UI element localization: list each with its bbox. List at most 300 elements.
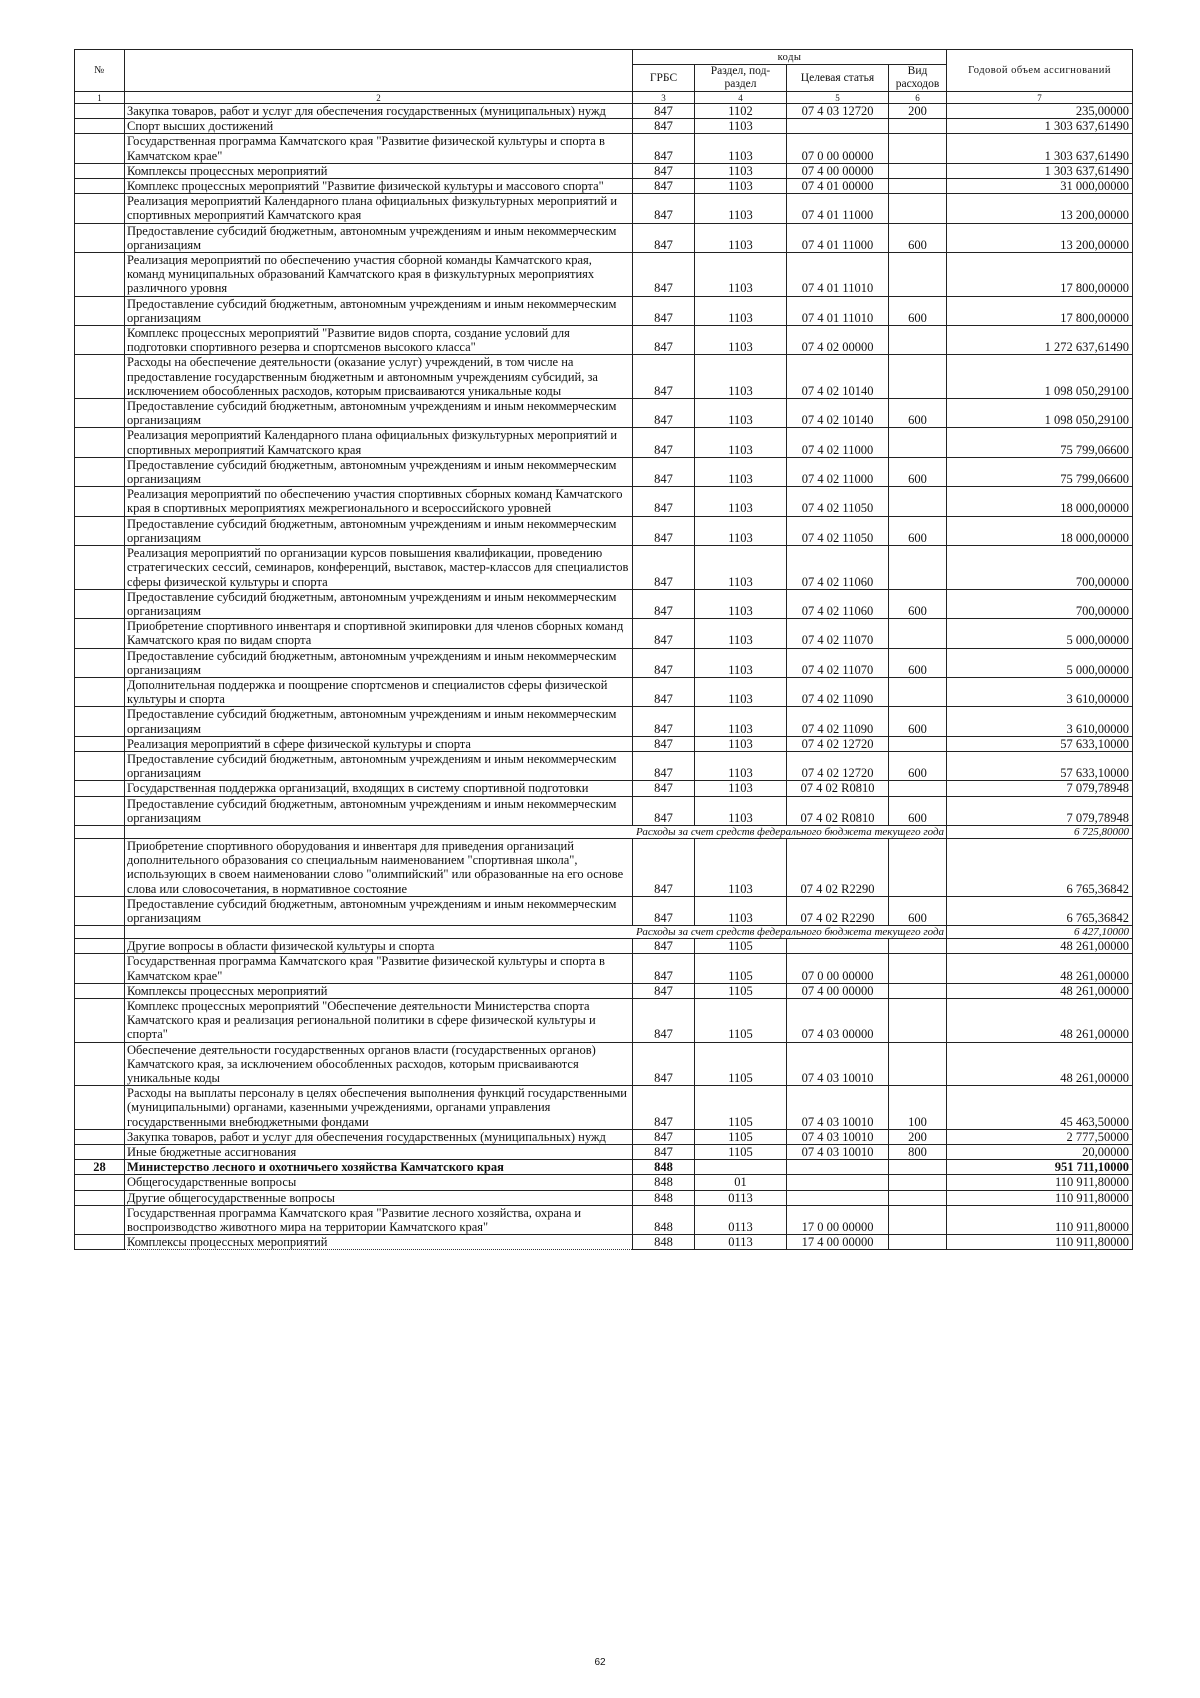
cell-number bbox=[75, 896, 125, 925]
cell-number bbox=[75, 1086, 125, 1130]
cell-number bbox=[75, 179, 125, 194]
cell-target-article: 07 0 00 00000 bbox=[787, 134, 889, 163]
cell-expense-type bbox=[889, 939, 947, 954]
cell-target-article: 17 4 00 00000 bbox=[787, 1235, 889, 1250]
cell-grbs: 847 bbox=[633, 253, 695, 297]
cell-amount: 1 303 637,61490 bbox=[947, 163, 1133, 178]
cell-grbs: 847 bbox=[633, 194, 695, 223]
cell-expense-type bbox=[889, 1190, 947, 1205]
cell-amount: 5 000,00000 bbox=[947, 648, 1133, 677]
cell-name: Комплекс процессных мероприятий "Обеспечение деятельности Министерства спорта Камчатского края и реализация региональной политики в сфере физической культуры и спорта" bbox=[125, 998, 633, 1042]
cell-grbs: 847 bbox=[633, 296, 695, 325]
cell-name: Предоставление субсидий бюджетным, автономным учреждениям и иным некоммерческим организациям bbox=[125, 516, 633, 545]
cell-grbs: 847 bbox=[633, 939, 695, 954]
cell-amount: 110 911,80000 bbox=[947, 1175, 1133, 1190]
cell-section: 1103 bbox=[695, 751, 787, 780]
cell-expense-type bbox=[889, 163, 947, 178]
cell-name: Государственная поддержка организаций, входящих в систему спортивной подготовки bbox=[125, 781, 633, 796]
cell-section: 1102 bbox=[695, 104, 787, 119]
cell-amount: 1 098 050,29100 bbox=[947, 355, 1133, 399]
cell-amount: 110 911,80000 bbox=[947, 1235, 1133, 1250]
cell-section: 1103 bbox=[695, 736, 787, 751]
cell-name: Комплексы процессных мероприятий bbox=[125, 983, 633, 998]
header-amount: Годовой объем ассигнований bbox=[947, 50, 1133, 92]
cell-target-article: 07 4 02 11090 bbox=[787, 677, 889, 706]
cell-expense-type bbox=[889, 1175, 947, 1190]
cell-amount: 48 261,00000 bbox=[947, 983, 1133, 998]
table-row bbox=[75, 838, 1133, 896]
cell-amount: 48 261,00000 bbox=[947, 1042, 1133, 1086]
table-row bbox=[75, 954, 1133, 983]
cell-amount: 48 261,00000 bbox=[947, 998, 1133, 1042]
cell-number bbox=[75, 546, 125, 590]
cell-grbs: 847 bbox=[633, 355, 695, 399]
cell-section: 01 bbox=[695, 1175, 787, 1190]
cell-section: 1103 bbox=[695, 707, 787, 736]
cell-target-article: 07 4 02 10140 bbox=[787, 399, 889, 428]
table-row bbox=[75, 1205, 1133, 1234]
cell-grbs: 847 bbox=[633, 736, 695, 751]
cell-grbs: 847 bbox=[633, 751, 695, 780]
cell-number bbox=[75, 457, 125, 486]
cell-target-article: 07 4 03 12720 bbox=[787, 104, 889, 119]
cell-amount: 6 765,36842 bbox=[947, 896, 1133, 925]
cell-amount: 45 463,50000 bbox=[947, 1086, 1133, 1130]
cell-number bbox=[75, 751, 125, 780]
cell-section: 1103 bbox=[695, 179, 787, 194]
cell-section: 1105 bbox=[695, 998, 787, 1042]
cell-target-article bbox=[787, 1160, 889, 1175]
cell-number bbox=[75, 487, 125, 516]
cell-target-article: 07 4 01 11000 bbox=[787, 194, 889, 223]
cell-name: Реализация мероприятий по обеспечению участия спортивных сборных команд Камчатского края в спортивных мероприятиях межрегионального и всероссийского уровней bbox=[125, 487, 633, 516]
cell-name: Приобретение спортивного оборудования и инвентаря для приведения организаций дополнительного образования со специальным наименованием "спортивная школа", использующих в своем наименовании слово "олимпийский" или образованные на его основе слова или словосочетания, в нормативное состояние bbox=[125, 838, 633, 896]
table-body bbox=[75, 104, 1133, 1250]
cell-target-article: 07 4 02 00000 bbox=[787, 326, 889, 355]
cell-grbs: 847 bbox=[633, 163, 695, 178]
table-row bbox=[75, 1145, 1133, 1160]
cell-expense-type bbox=[889, 983, 947, 998]
cell-number bbox=[75, 119, 125, 134]
cell-target-article bbox=[787, 939, 889, 954]
cell-number bbox=[75, 516, 125, 545]
cell-amount: 2 777,50000 bbox=[947, 1129, 1133, 1144]
cell-expense-type bbox=[889, 1042, 947, 1086]
cell-grbs: 848 bbox=[633, 1175, 695, 1190]
cell-expense-type bbox=[889, 1235, 947, 1250]
cell-name: Обеспечение деятельности государственных органов власти (государственных органов) Камчатского края, за исключением обособленных расходов, которым присваиваются уникальные коды bbox=[125, 1042, 633, 1086]
note-row bbox=[75, 926, 1133, 939]
cell-target-article: 17 0 00 00000 bbox=[787, 1205, 889, 1234]
cell-target-article bbox=[787, 119, 889, 134]
cell-target-article: 07 4 02 11050 bbox=[787, 487, 889, 516]
cell-section: 1103 bbox=[695, 838, 787, 896]
cell-target-article: 07 4 02 11050 bbox=[787, 516, 889, 545]
cell-target-article: 07 4 02 R0810 bbox=[787, 781, 889, 796]
cell-grbs: 847 bbox=[633, 1042, 695, 1086]
cell-amount: 110 911,80000 bbox=[947, 1190, 1133, 1205]
cell-number bbox=[75, 1205, 125, 1234]
cell-expense-type bbox=[889, 487, 947, 516]
cell-number bbox=[75, 796, 125, 825]
cell-target-article: 07 4 03 00000 bbox=[787, 998, 889, 1042]
cell-target-article: 07 4 02 11070 bbox=[787, 619, 889, 648]
cell-name: Реализация мероприятий в сфере физической культуры и спорта bbox=[125, 736, 633, 751]
cell-number bbox=[75, 355, 125, 399]
table-row bbox=[75, 736, 1133, 751]
cell-grbs: 847 bbox=[633, 428, 695, 457]
table-row bbox=[75, 296, 1133, 325]
cell-number bbox=[75, 825, 125, 838]
cell-section: 1105 bbox=[695, 1145, 787, 1160]
cell-target-article: 07 4 00 00000 bbox=[787, 983, 889, 998]
cell-number bbox=[75, 983, 125, 998]
cell-name: Предоставление субсидий бюджетным, автономным учреждениям и иным некоммерческим организациям bbox=[125, 648, 633, 677]
table-row bbox=[75, 1129, 1133, 1144]
cell-expense-type bbox=[889, 736, 947, 751]
cell-amount: 18 000,00000 bbox=[947, 487, 1133, 516]
cell-section: 1103 bbox=[695, 399, 787, 428]
cell-expense-type bbox=[889, 179, 947, 194]
cell-section: 1105 bbox=[695, 983, 787, 998]
cell-amount: 18 000,00000 bbox=[947, 516, 1133, 545]
cell-number bbox=[75, 1175, 125, 1190]
cell-amount: 235,00000 bbox=[947, 104, 1133, 119]
ministry-row bbox=[75, 1160, 1133, 1175]
cell-number bbox=[75, 781, 125, 796]
table-row bbox=[75, 516, 1133, 545]
cell-expense-type bbox=[889, 119, 947, 134]
table-row bbox=[75, 194, 1133, 223]
cell-grbs: 847 bbox=[633, 983, 695, 998]
cell-expense-type: 600 bbox=[889, 751, 947, 780]
cell-amount: 951 711,10000 bbox=[947, 1160, 1133, 1175]
cell-target-article: 07 4 02 R2290 bbox=[787, 838, 889, 896]
cell-amount: 6 765,36842 bbox=[947, 838, 1133, 896]
cell-name: Закупка товаров, работ и услуг для обеспечения государственных (муниципальных) нужд bbox=[125, 104, 633, 119]
cell-number bbox=[75, 1129, 125, 1144]
cell-grbs: 847 bbox=[633, 954, 695, 983]
cell-amount: 48 261,00000 bbox=[947, 954, 1133, 983]
cell-name: Предоставление субсидий бюджетным, автономным учреждениям и иным некоммерческим организациям bbox=[125, 707, 633, 736]
cell-name: Государственная программа Камчатского края "Развитие физической культуры и спорта в Камчатском крае" bbox=[125, 954, 633, 983]
cell-number bbox=[75, 1042, 125, 1086]
cell-expense-type: 600 bbox=[889, 896, 947, 925]
cell-amount: 57 633,10000 bbox=[947, 751, 1133, 780]
cell-name: Предоставление субсидий бюджетным, автономным учреждениям и иным некоммерческим организациям bbox=[125, 457, 633, 486]
cell-grbs: 847 bbox=[633, 896, 695, 925]
cell-expense-type bbox=[889, 619, 947, 648]
cell-name: Иные бюджетные ассигнования bbox=[125, 1145, 633, 1160]
cell-name: Реализация мероприятий по организации курсов повышения квалификации, проведению стратегических сессий, семинаров, конференций, выставок, мастер-классов для специалистов сферы физической культуры и спорта bbox=[125, 546, 633, 590]
cell-name: Комплекс процессных мероприятий "Развитие физической культуры и массового спорта" bbox=[125, 179, 633, 194]
cell-number bbox=[75, 619, 125, 648]
cell-number bbox=[75, 1190, 125, 1205]
cell-expense-type bbox=[889, 954, 947, 983]
table-row bbox=[75, 589, 1133, 618]
column-number: 3 bbox=[633, 92, 695, 104]
cell-name: Дополнительная поддержка и поощрение спортсменов и специалистов сферы физической культуры и спорта bbox=[125, 677, 633, 706]
cell-target-article: 07 4 00 00000 bbox=[787, 163, 889, 178]
cell-section: 1105 bbox=[695, 1129, 787, 1144]
cell-name: Реализация мероприятий Календарного плана официальных физкультурных мероприятий и спортивных мероприятий Камчатского края bbox=[125, 194, 633, 223]
column-number: 7 bbox=[947, 92, 1133, 104]
table-row bbox=[75, 1175, 1133, 1190]
cell-grbs: 847 bbox=[633, 838, 695, 896]
cell-name: Расходы на обеспечение деятельности (оказание услуг) учреждений, в том числе на предоставление государственным бюджетным и автономным учреждениям субсидий, за исключением обособленных расходов, которым присваиваются уникальные коды bbox=[125, 355, 633, 399]
cell-grbs: 847 bbox=[633, 326, 695, 355]
cell-section: 1105 bbox=[695, 1086, 787, 1130]
cell-grbs: 847 bbox=[633, 1145, 695, 1160]
cell-number bbox=[75, 134, 125, 163]
table-row bbox=[75, 163, 1133, 178]
cell-section: 1103 bbox=[695, 253, 787, 297]
cell-target-article: 07 4 03 10010 bbox=[787, 1086, 889, 1130]
cell-section: 1103 bbox=[695, 134, 787, 163]
table-row bbox=[75, 1235, 1133, 1250]
cell-expense-type bbox=[889, 253, 947, 297]
cell-grbs: 847 bbox=[633, 223, 695, 252]
cell-grbs: 847 bbox=[633, 516, 695, 545]
cell-amount: 5 000,00000 bbox=[947, 619, 1133, 648]
cell-number bbox=[75, 939, 125, 954]
cell-name: Закупка товаров, работ и услуг для обеспечения государственных (муниципальных) нужд bbox=[125, 1129, 633, 1144]
cell-number bbox=[75, 253, 125, 297]
cell-section: 1103 bbox=[695, 223, 787, 252]
cell-number bbox=[75, 194, 125, 223]
cell-target-article bbox=[787, 1190, 889, 1205]
cell-amount: 700,00000 bbox=[947, 589, 1133, 618]
cell-grbs: 847 bbox=[633, 677, 695, 706]
cell-expense-type bbox=[889, 355, 947, 399]
cell-section: 1103 bbox=[695, 589, 787, 618]
cell-amount: 13 200,00000 bbox=[947, 194, 1133, 223]
cell-expense-type: 600 bbox=[889, 648, 947, 677]
cell-section: 1103 bbox=[695, 163, 787, 178]
cell-name: Государственная программа Камчатского края "Развитие лесного хозяйства, охрана и воспроизводство животного мира на территории Камчатского края" bbox=[125, 1205, 633, 1234]
table-row bbox=[75, 457, 1133, 486]
cell-section: 1103 bbox=[695, 781, 787, 796]
table-row bbox=[75, 428, 1133, 457]
table-row bbox=[75, 896, 1133, 925]
table-row bbox=[75, 1086, 1133, 1130]
cell-target-article: 07 4 02 11060 bbox=[787, 589, 889, 618]
cell-target-article: 07 4 02 R2290 bbox=[787, 896, 889, 925]
cell-target-article: 07 4 01 11010 bbox=[787, 253, 889, 297]
cell-grbs: 847 bbox=[633, 998, 695, 1042]
budget-table-sheet bbox=[74, 49, 1132, 1250]
header-name bbox=[125, 50, 633, 92]
cell-section: 1103 bbox=[695, 457, 787, 486]
cell-target-article: 07 4 01 11000 bbox=[787, 223, 889, 252]
cell-amount: 6 427,10000 bbox=[947, 926, 1133, 939]
cell-name: Расходы на выплаты персоналу в целях обеспечения выполнения функций государственными (муниципальными) органами, казенными учреждениями, органами управления государственными внебюджетными фондами bbox=[125, 1086, 633, 1130]
cell-section: 1103 bbox=[695, 326, 787, 355]
cell-number bbox=[75, 1235, 125, 1250]
cell-grbs: 848 bbox=[633, 1205, 695, 1234]
cell-expense-type bbox=[889, 1205, 947, 1234]
cell-name: Предоставление субсидий бюджетным, автономным учреждениям и иным некоммерческим организациям bbox=[125, 589, 633, 618]
cell-section: 1103 bbox=[695, 648, 787, 677]
column-number: 2 bbox=[125, 92, 633, 104]
cell-number bbox=[75, 648, 125, 677]
table-row bbox=[75, 253, 1133, 297]
cell-grbs: 847 bbox=[633, 104, 695, 119]
table-row bbox=[75, 179, 1133, 194]
cell-expense-type bbox=[889, 546, 947, 590]
cell-expense-type bbox=[889, 677, 947, 706]
cell-section: 1103 bbox=[695, 428, 787, 457]
cell-number bbox=[75, 998, 125, 1042]
cell-expense-type: 600 bbox=[889, 707, 947, 736]
table-row bbox=[75, 223, 1133, 252]
header-target-article: Целевая статья bbox=[787, 65, 889, 92]
cell-section: 1103 bbox=[695, 487, 787, 516]
table-row bbox=[75, 546, 1133, 590]
cell-amount: 1 272 637,61490 bbox=[947, 326, 1133, 355]
cell-expense-type: 800 bbox=[889, 1145, 947, 1160]
cell-name: Другие общегосударственные вопросы bbox=[125, 1190, 633, 1205]
cell-name: Предоставление субсидий бюджетным, автономным учреждениям и иным некоммерческим организациям bbox=[125, 896, 633, 925]
cell-number bbox=[75, 104, 125, 119]
cell-target-article: 07 4 02 12720 bbox=[787, 751, 889, 780]
cell-amount: 6 725,80000 bbox=[947, 825, 1133, 838]
cell-grbs: 847 bbox=[633, 1129, 695, 1144]
table-row bbox=[75, 983, 1133, 998]
cell-expense-type: 600 bbox=[889, 796, 947, 825]
cell-section: 1103 bbox=[695, 296, 787, 325]
table-row bbox=[75, 619, 1133, 648]
cell-name: Государственная программа Камчатского края "Развитие физической культуры и спорта в Камчатском крае" bbox=[125, 134, 633, 163]
cell-grbs: 847 bbox=[633, 589, 695, 618]
cell-target-article: 07 4 02 11070 bbox=[787, 648, 889, 677]
cell-target-article: 07 4 03 10010 bbox=[787, 1129, 889, 1144]
cell-expense-type: 200 bbox=[889, 1129, 947, 1144]
cell-number bbox=[75, 326, 125, 355]
cell-section: 0113 bbox=[695, 1235, 787, 1250]
cell-name: Реализация мероприятий по обеспечению участия сборной команды Камчатского края, команд муниципальных образований Камчатского края в физкультурных мероприятиях различного уровня bbox=[125, 253, 633, 297]
cell-number bbox=[75, 296, 125, 325]
cell-amount: 75 799,06600 bbox=[947, 428, 1133, 457]
cell-grbs: 847 bbox=[633, 457, 695, 486]
cell-expense-type: 600 bbox=[889, 516, 947, 545]
table-row bbox=[75, 119, 1133, 134]
table-row bbox=[75, 104, 1133, 119]
cell-section: 1105 bbox=[695, 939, 787, 954]
table-row bbox=[75, 326, 1133, 355]
cell-expense-type bbox=[889, 194, 947, 223]
cell-expense-type: 600 bbox=[889, 399, 947, 428]
cell-target-article: 07 4 01 00000 bbox=[787, 179, 889, 194]
cell-number bbox=[75, 838, 125, 896]
table-row bbox=[75, 648, 1133, 677]
table-row bbox=[75, 355, 1133, 399]
header-section: Раздел, под-раздел bbox=[695, 65, 787, 92]
cell-expense-type: 600 bbox=[889, 589, 947, 618]
cell-name: Общегосударственные вопросы bbox=[125, 1175, 633, 1190]
cell-grbs: 847 bbox=[633, 119, 695, 134]
cell-target-article: 07 0 00 00000 bbox=[787, 954, 889, 983]
cell-amount: 17 800,00000 bbox=[947, 253, 1133, 297]
cell-section: 1103 bbox=[695, 355, 787, 399]
cell-section: 1103 bbox=[695, 796, 787, 825]
cell-section: 1105 bbox=[695, 1042, 787, 1086]
cell-section: 1103 bbox=[695, 619, 787, 648]
cell-section: 1103 bbox=[695, 516, 787, 545]
cell-target-article: 07 4 02 11000 bbox=[787, 428, 889, 457]
table-row bbox=[75, 796, 1133, 825]
table-row bbox=[75, 134, 1133, 163]
cell-amount: 48 261,00000 bbox=[947, 939, 1133, 954]
cell-name: Предоставление субсидий бюджетным, автономным учреждениям и иным некоммерческим организациям bbox=[125, 223, 633, 252]
table-row bbox=[75, 939, 1133, 954]
cell-amount: 7 079,78948 bbox=[947, 796, 1133, 825]
cell-section: 0113 bbox=[695, 1205, 787, 1234]
cell-grbs: 847 bbox=[633, 648, 695, 677]
cell-name: Комплекс процессных мероприятий "Развитие видов спорта, создание условий для подготовки спортивного резерва и спортсменов высокого класса" bbox=[125, 326, 633, 355]
cell-grbs: 848 bbox=[633, 1190, 695, 1205]
cell-expense-type: 600 bbox=[889, 296, 947, 325]
cell-expense-type bbox=[889, 134, 947, 163]
cell-number bbox=[75, 677, 125, 706]
cell-amount: 20,00000 bbox=[947, 1145, 1133, 1160]
cell-amount: 1 098 050,29100 bbox=[947, 399, 1133, 428]
page-number: 62 bbox=[594, 1657, 606, 1668]
cell-name: Предоставление субсидий бюджетным, автономным учреждениям и иным некоммерческим организациям bbox=[125, 399, 633, 428]
cell-target-article: 07 4 02 11060 bbox=[787, 546, 889, 590]
cell-target-article bbox=[787, 1175, 889, 1190]
header-codes-group: коды bbox=[633, 50, 947, 65]
cell-grbs: 847 bbox=[633, 781, 695, 796]
cell-target-article: 07 4 01 11010 bbox=[787, 296, 889, 325]
cell-target-article: 07 4 03 10010 bbox=[787, 1145, 889, 1160]
cell-grbs: 847 bbox=[633, 546, 695, 590]
cell-grbs: 848 bbox=[633, 1235, 695, 1250]
cell-section: 1105 bbox=[695, 954, 787, 983]
cell-section bbox=[695, 1160, 787, 1175]
cell-name: Приобретение спортивного инвентаря и спортивной экипировки для членов сборных команд Камчатского края по видам спорта bbox=[125, 619, 633, 648]
cell-expense-type: 200 bbox=[889, 104, 947, 119]
table-row bbox=[75, 707, 1133, 736]
cell-number bbox=[75, 707, 125, 736]
cell-amount: 13 200,00000 bbox=[947, 223, 1133, 252]
cell-target-article: 07 4 02 11090 bbox=[787, 707, 889, 736]
cell-number bbox=[75, 163, 125, 178]
column-number: 4 bbox=[695, 92, 787, 104]
column-number: 6 bbox=[889, 92, 947, 104]
cell-name: Министерство лесного и охотничьего хозяйства Камчатского края bbox=[125, 1160, 633, 1175]
cell-grbs: 847 bbox=[633, 1086, 695, 1130]
cell-amount: 110 911,80000 bbox=[947, 1205, 1133, 1234]
cell-number: 28 bbox=[75, 1160, 125, 1175]
table-row bbox=[75, 1042, 1133, 1086]
cell-section: 0113 bbox=[695, 1190, 787, 1205]
column-number: 5 bbox=[787, 92, 889, 104]
cell-amount: 3 610,00000 bbox=[947, 707, 1133, 736]
cell-number bbox=[75, 399, 125, 428]
cell-grbs: 847 bbox=[633, 619, 695, 648]
table-header bbox=[75, 50, 1133, 104]
cell-name: Предоставление субсидий бюджетным, автономным учреждениям и иным некоммерческим организациям bbox=[125, 296, 633, 325]
cell-grbs: 847 bbox=[633, 487, 695, 516]
cell-target-article: 07 4 03 10010 bbox=[787, 1042, 889, 1086]
cell-amount: 1 303 637,61490 bbox=[947, 134, 1133, 163]
cell-number bbox=[75, 428, 125, 457]
cell-expense-type: 600 bbox=[889, 223, 947, 252]
cell-amount: 700,00000 bbox=[947, 546, 1133, 590]
cell-note-text: Расходы за счет средств федерального бюджета текущего года bbox=[125, 926, 947, 939]
cell-amount: 31 000,00000 bbox=[947, 179, 1133, 194]
